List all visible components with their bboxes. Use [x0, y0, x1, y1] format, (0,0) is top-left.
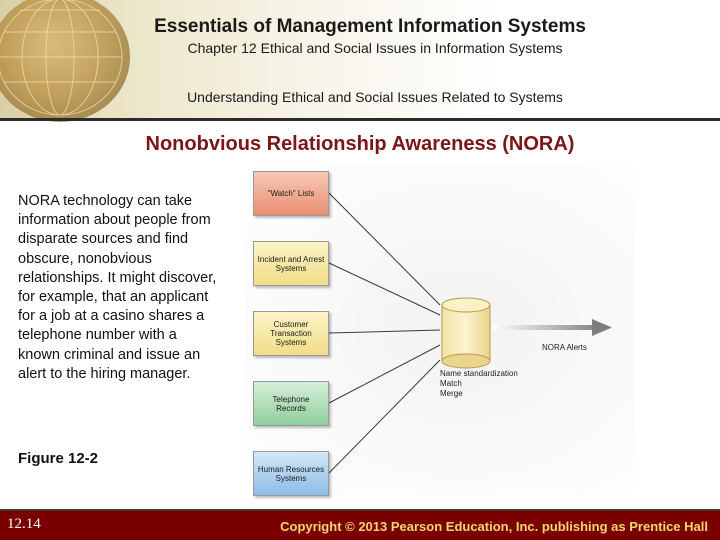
- output-arrow: [492, 319, 612, 336]
- connector-line: [329, 263, 440, 315]
- source-telephone-records: Telephone Records: [253, 381, 329, 426]
- section-title: Understanding Ethical and Social Issues Related to Systems: [187, 89, 563, 105]
- connector-line: [329, 330, 440, 333]
- app-title: Essentials of Management Information Systems: [154, 16, 586, 37]
- connector-line: [329, 360, 440, 473]
- source-watch-lists: "Watch" Lists: [253, 171, 329, 216]
- nora-alerts-label: NORA Alerts: [542, 343, 587, 352]
- figure-label: Figure 12-2: [18, 450, 99, 467]
- source-incident-arrest-systems: Incident and Arrest Systems: [253, 241, 329, 286]
- body-paragraph: NORA technology can take information about people from disparate sources and find obscure, nonobvious relationships. It might discover, for example, that an applicant for a job at a casino shares a telephone number with a known criminal and issue an alert to the hiring manager.: [18, 193, 217, 382]
- slide-header: [0, 0, 720, 120]
- processing-steps: [440, 369, 518, 399]
- source-customer-transaction-systems: Customer Transaction Systems: [253, 311, 329, 356]
- processing-step: Match: [440, 379, 462, 388]
- connector-line: [329, 345, 440, 403]
- nora-diagram: [240, 165, 640, 495]
- connector-line: [329, 193, 440, 305]
- copyright-notice: Copyright © 2013 Pearson Education, Inc. publishing as Prentice Hall: [280, 519, 708, 534]
- source-human-resources-systems: Human Resources Systems: [253, 451, 329, 496]
- page-number: 12.14: [7, 516, 41, 532]
- database-icon: [442, 298, 490, 368]
- chapter-title: Chapter 12 Ethical and Social Issues in Information Systems: [187, 40, 563, 56]
- processing-step: Merge: [440, 389, 463, 398]
- header-divider: [0, 118, 720, 121]
- slide-title: Nonobvious Relationship Awareness (NORA): [145, 133, 575, 155]
- processing-step: Name standardization: [440, 369, 518, 378]
